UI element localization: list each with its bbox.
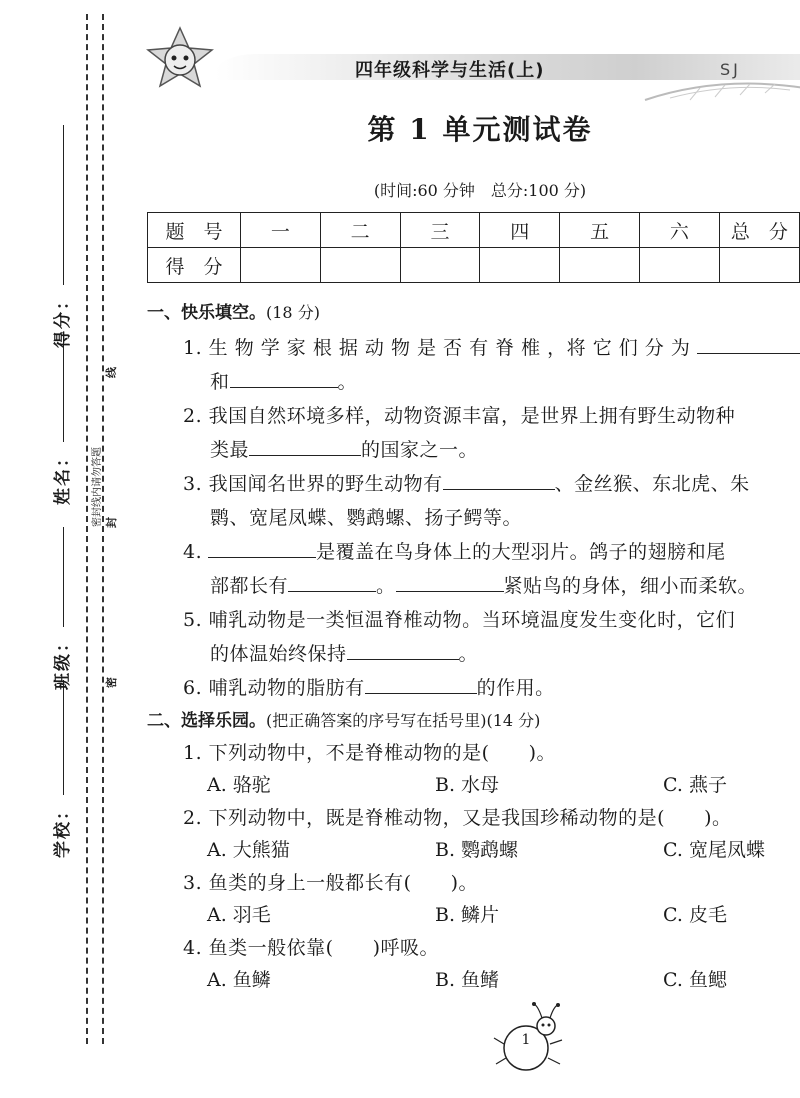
- answer-blank[interactable]: [365, 675, 477, 694]
- score-header-cell: 四: [480, 213, 560, 248]
- q5-text-b-end: 。: [458, 643, 479, 665]
- q1-line2: [210, 367, 357, 394]
- seal-note: 密封线内请勿答题: [92, 447, 103, 527]
- section1-title-text: 一、快乐填空。: [147, 303, 266, 323]
- class-line[interactable]: [63, 527, 64, 627]
- q4-text-b-mid: 。: [376, 575, 396, 597]
- page-number: 1: [521, 1032, 531, 1048]
- mc-question-stem: 2. 下列动物中，既是脊椎动物，又是我国珍稀动物的是( )。: [183, 807, 732, 829]
- school-field: [48, 680, 73, 858]
- score-header-cell: 三: [400, 213, 480, 248]
- q3-text-end: 、金丝猴、东北虎、朱: [554, 473, 750, 495]
- mc-option-b[interactable]: B. 水母: [435, 774, 500, 796]
- q3-line2: [210, 503, 522, 530]
- score-line[interactable]: [63, 125, 64, 285]
- binding-dash-line-left: [86, 14, 88, 1044]
- score-label: 得分：: [53, 291, 73, 348]
- section2-title-text: 二、选择乐园。: [147, 711, 266, 731]
- q2-line1: [183, 401, 735, 428]
- answer-blank[interactable]: [208, 539, 316, 558]
- q2-text: 2. 我国自然环境多样，动物资源丰富，是世界上拥有野生动物种: [183, 405, 736, 427]
- mc-option-c[interactable]: C. 皮毛: [663, 904, 727, 926]
- score-table-header-row: [148, 213, 800, 248]
- time-info: (时间:60 分钟 总分:100 分): [373, 181, 587, 200]
- score-header-cell: 总 分: [719, 213, 799, 248]
- book-title: 四年级科学与生活(上): [355, 60, 545, 81]
- q6-line: [183, 673, 555, 700]
- class-field: [48, 527, 73, 690]
- q4-text-b: 部都长有: [210, 575, 289, 597]
- q1-text-b-end: 。: [337, 371, 358, 393]
- score-row-label: 得 分: [148, 248, 241, 283]
- q4-text-end: 是覆盖在鸟身体上的大型羽片。鸽子的翅膀和尾: [316, 541, 726, 563]
- binding-dash-line-right: [102, 14, 104, 1044]
- section2-title: [147, 706, 540, 731]
- name-line[interactable]: [63, 332, 64, 442]
- score-cell[interactable]: [320, 248, 400, 283]
- score-table-score-row: [148, 248, 800, 283]
- q5-text-b: 的体温始终保持: [210, 643, 347, 665]
- q3-line1: [183, 469, 750, 496]
- score-cell[interactable]: [719, 248, 799, 283]
- test-title: 第 1 单元测试卷: [367, 113, 593, 146]
- score-header-cell: 六: [639, 213, 719, 248]
- mc-option-c[interactable]: C. 燕子: [663, 774, 727, 796]
- mc-option-b[interactable]: B. 鱼鳍: [435, 969, 500, 991]
- q2-line2: [210, 435, 478, 462]
- mc-option-b[interactable]: B. 鳞片: [435, 904, 500, 926]
- q5-text: 5. 哺乳动物是一类恒温脊椎动物。当环境温度发生变化时，它们: [183, 609, 736, 631]
- mc-question-stem: 3. 鱼类的身上一般都长有( )。: [183, 872, 478, 894]
- answer-blank[interactable]: [347, 641, 459, 660]
- q4-line1: [183, 537, 726, 564]
- section1-points: (18 分): [266, 303, 320, 322]
- score-cell[interactable]: [480, 248, 560, 283]
- school-line[interactable]: [63, 680, 64, 795]
- q4-text-b-end: 紧贴鸟的身体，细小而柔软。: [503, 575, 758, 597]
- school-label: 学校：: [53, 801, 73, 858]
- mascot-icon: [142, 26, 218, 90]
- mc-option-c[interactable]: C. 宽尾凤蝶: [663, 839, 765, 861]
- mc-option-c[interactable]: C. 鱼鳃: [663, 969, 727, 991]
- score-header-cell: 五: [560, 213, 640, 248]
- mc-option-b[interactable]: B. 鹦鹉螺: [435, 839, 519, 861]
- score-cell[interactable]: [639, 248, 719, 283]
- q3-text-b: 鹮、宽尾凤蝶、鹦鹉螺、扬子鳄等。: [210, 507, 523, 529]
- name-label: 姓名：: [53, 448, 73, 505]
- q2-text-b-end: 的国家之一。: [361, 439, 479, 461]
- score-field: [48, 125, 73, 348]
- seal-char-mi: 密: [105, 677, 118, 688]
- seal-char-xian: 线: [105, 367, 118, 378]
- score-cell[interactable]: [240, 248, 320, 283]
- mc-option-a[interactable]: A. 羽毛: [207, 904, 271, 926]
- q4-num: 4.: [183, 541, 203, 563]
- q5-line1: [183, 605, 735, 632]
- mc-question-stem: 1. 下列动物中，不是脊椎动物的是( )。: [183, 742, 556, 764]
- q6-text-end: 的作用。: [476, 677, 555, 699]
- seal-char-feng: 封: [105, 517, 118, 528]
- score-header-cell: 二: [320, 213, 400, 248]
- q4-line2: [210, 571, 757, 598]
- answer-blank[interactable]: [230, 369, 338, 388]
- score-header-cell: 一: [240, 213, 320, 248]
- q1-text-b: 和: [210, 371, 230, 393]
- q3-text: 3. 我国闻名世界的野生动物有: [183, 473, 443, 495]
- class-label: 班级：: [53, 633, 73, 690]
- mc-question-stem: 4. 鱼类一般依靠( )呼吸。: [183, 937, 439, 959]
- answer-blank[interactable]: [249, 437, 361, 456]
- score-cell[interactable]: [400, 248, 480, 283]
- answer-blank[interactable]: [697, 335, 800, 354]
- section2-note: (把正确答案的序号写在括号里)(14 分): [266, 711, 541, 730]
- q5-line2: [210, 639, 478, 666]
- score-table: [147, 212, 800, 283]
- q6-text: 6. 哺乳动物的脂肪有: [183, 677, 365, 699]
- score-cell[interactable]: [560, 248, 640, 283]
- score-header-cell: 题 号: [148, 213, 241, 248]
- q1-line1: [183, 333, 800, 360]
- section1-title: [147, 298, 320, 323]
- mc-option-a[interactable]: A. 大熊猫: [207, 839, 290, 861]
- feather-decoration-icon: [640, 70, 800, 110]
- answer-blank[interactable]: [443, 471, 555, 490]
- edition-code: SJ: [720, 60, 741, 79]
- mc-option-a[interactable]: A. 鱼鳞: [207, 969, 271, 991]
- answer-blank[interactable]: [396, 573, 504, 592]
- name-field: [48, 332, 73, 505]
- answer-blank[interactable]: [288, 573, 376, 592]
- q2-text-b: 类最: [210, 439, 250, 461]
- mc-option-a[interactable]: A. 骆驼: [207, 774, 271, 796]
- q1-text: 1. 生 物 学 家 根 据 动 物 是 否 有 脊 椎 ，将 它 们 分 为: [183, 337, 691, 359]
